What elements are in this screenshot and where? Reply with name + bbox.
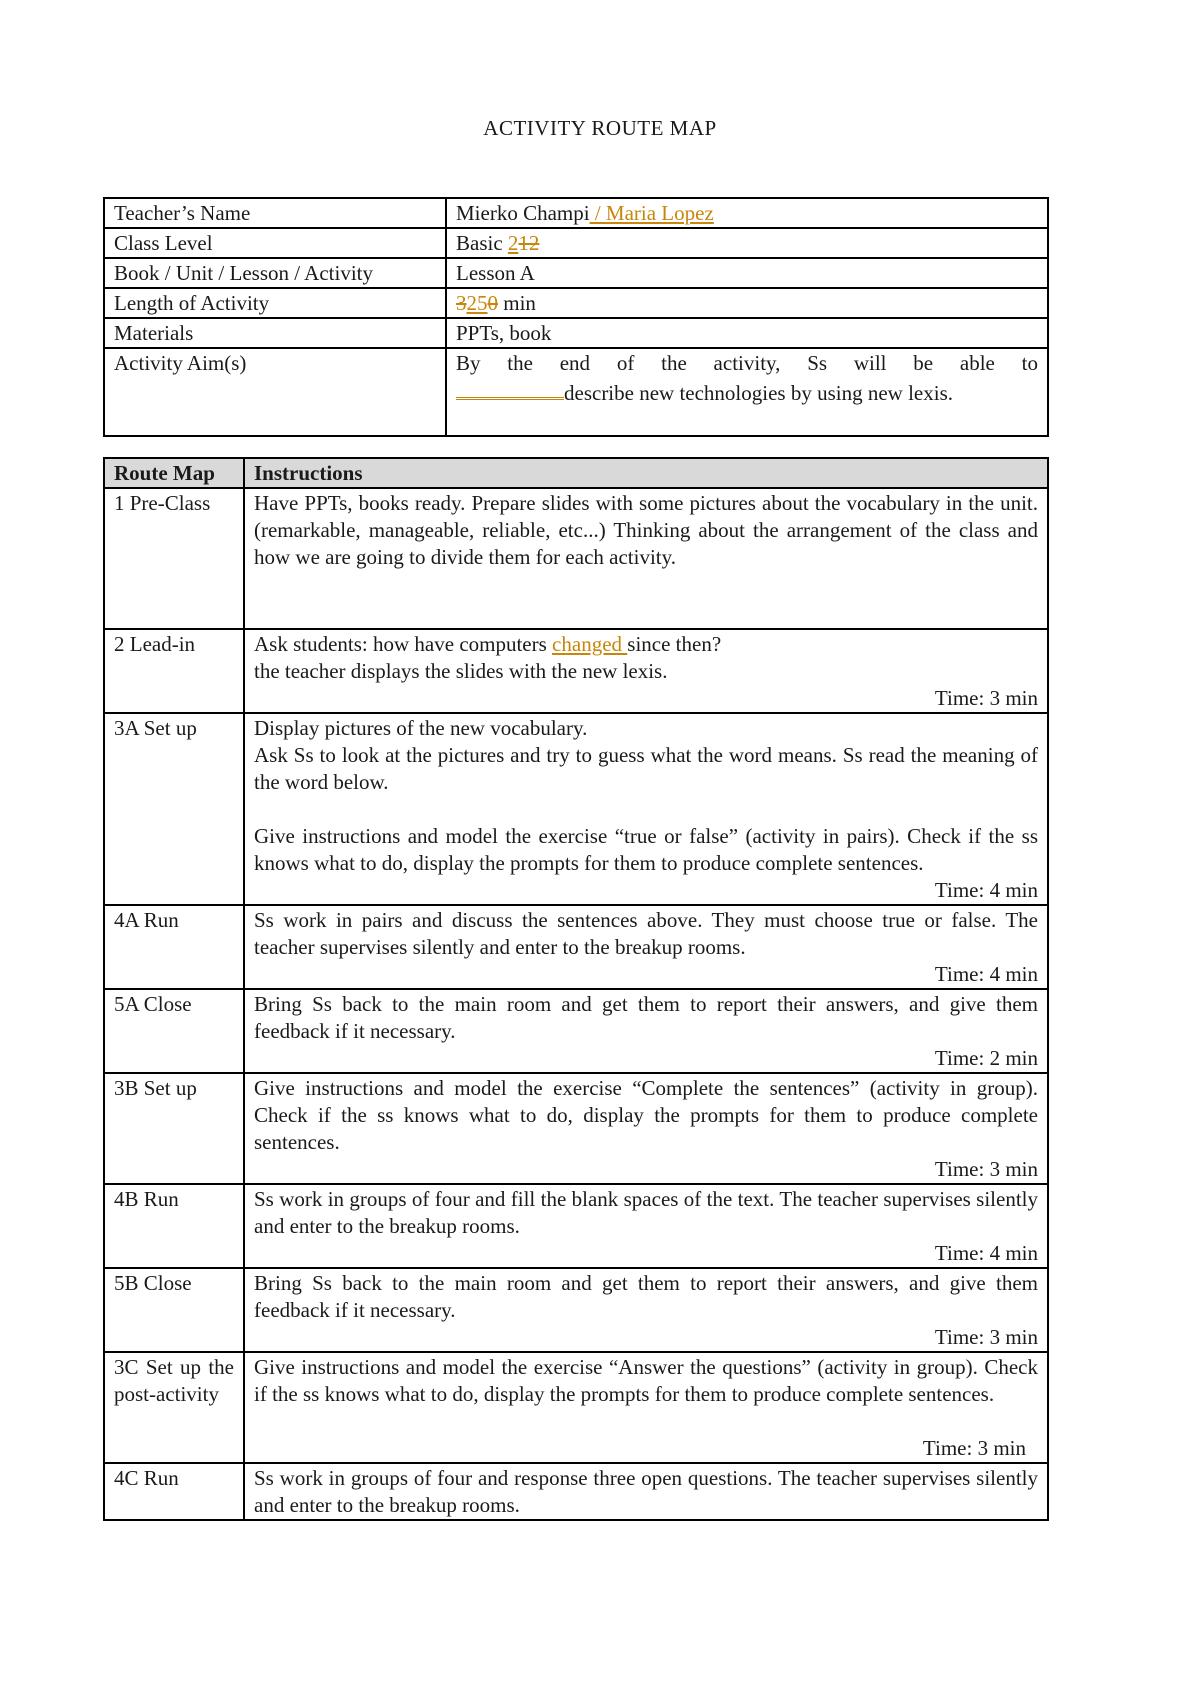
paragraph-gap xyxy=(254,796,1038,823)
length-unit: min xyxy=(498,291,536,315)
lead-in-line-1 xyxy=(254,631,1038,658)
route-time: Time: 4 min xyxy=(934,1241,1038,1265)
set-up-p2: Ask Ss to look at the pictures and try to guess what the word means. Ss read the meaning of the word below. xyxy=(254,743,1038,794)
page-title: ACTIVITY ROUTE MAP xyxy=(483,116,717,140)
route-step: 5B Close xyxy=(104,1268,244,1352)
route-step: 3C Set up the post-activity xyxy=(104,1352,244,1463)
info-row-materials xyxy=(104,318,1048,348)
route-step: 4A Run xyxy=(104,905,244,989)
lead-in-inserted: changed xyxy=(552,632,628,656)
route-step: 3A Set up xyxy=(104,713,244,905)
route-header-step: Route Map xyxy=(104,458,244,488)
route-instructions: Have PPTs, books ready. Prepare slides with some pictures about the vocabulary in the unit. (remarkable, manageable, reliable, etc...) Thinking about the arrangement of the class and how we are going to divide them for each activity. xyxy=(244,488,1048,629)
set-up-p3: Give instructions and model the exercise “true or false” (activity in pairs). Check if the ss knows what to do, display the prompts for them to produce complete sentences. xyxy=(254,824,1038,875)
route-text: Bring Ss back to the main room and get them to report their answers, and give them feedback if it necessary. xyxy=(254,1271,1038,1322)
level-text: Basic xyxy=(456,231,508,255)
info-row-aim xyxy=(104,348,1048,436)
teacher-value xyxy=(446,198,1048,228)
activity-info-table xyxy=(103,197,1049,437)
aim-blank xyxy=(456,377,564,400)
route-text: Bring Ss back to the main room and get them to report their answers, and give them feedback if it necessary. xyxy=(254,992,1038,1043)
route-step: 3B Set up xyxy=(104,1073,244,1184)
route-row-4a-run xyxy=(104,905,1048,989)
route-instructions xyxy=(244,1352,1048,1463)
level-value xyxy=(446,228,1048,258)
length-deleted-2: 0 xyxy=(487,291,498,315)
route-time: Time: 3 min xyxy=(922,1436,1026,1460)
book-value: Lesson A xyxy=(446,258,1048,288)
route-time: Time: 3 min xyxy=(934,1157,1038,1181)
length-inserted: 25 xyxy=(466,291,488,315)
length-label: Length of Activity xyxy=(104,288,446,318)
route-time: Time: 2 min xyxy=(934,1046,1038,1070)
route-row-4b-run xyxy=(104,1184,1048,1268)
route-instructions xyxy=(244,713,1048,905)
route-text: Give instructions and model the exercise “Answer the questions” (activity in group). Check if the ss knows what to do, display the prompts for them to produce complete sentences. xyxy=(254,1355,1038,1406)
route-instructions xyxy=(244,629,1048,713)
route-instructions: Ss work in groups of four and response three open questions. The teacher supervises silently and enter to the breakup rooms. xyxy=(244,1463,1048,1520)
teacher-name: Mierko Champi xyxy=(456,201,590,225)
route-step: 2 Lead-in xyxy=(104,629,244,713)
route-row-3a-set-up xyxy=(104,713,1048,905)
route-instructions xyxy=(244,1184,1048,1268)
route-time: Time: 3 min xyxy=(934,686,1038,710)
level-inserted: 2 xyxy=(507,231,519,255)
route-instructions xyxy=(244,989,1048,1073)
lead-in-text-b: since then? xyxy=(627,632,722,656)
route-map-table xyxy=(103,457,1049,1521)
info-row-level xyxy=(104,228,1048,258)
route-step: 5A Close xyxy=(104,989,244,1073)
info-row-teacher xyxy=(104,198,1048,228)
info-row-length xyxy=(104,288,1048,318)
info-row-book xyxy=(104,258,1048,288)
level-label: Class Level xyxy=(104,228,446,258)
route-time: Time: 4 min xyxy=(934,878,1038,902)
route-row-3b-set-up xyxy=(104,1073,1048,1184)
route-step: 4B Run xyxy=(104,1184,244,1268)
teacher-label: Teacher’s Name xyxy=(104,198,446,228)
route-step: 1 Pre-Class xyxy=(104,488,244,629)
route-text: Ss work in groups of four and fill the blank spaces of the text. The teacher supervises silently and enter to the breakup rooms. xyxy=(254,1187,1038,1238)
route-text: Give instructions and model the exercise “Complete the sentences” (activity in group). Check if the ss knows what to do, display the prompts for them to produce complete sentences. xyxy=(254,1076,1038,1154)
level-deleted: 12 xyxy=(518,231,540,255)
route-row-4c-run xyxy=(104,1463,1048,1520)
route-text: Ss work in pairs and discuss the sentences above. They must choose true or false. The teacher supervises silently and enter to the breakup rooms. xyxy=(254,908,1038,959)
route-row-3c-set-up xyxy=(104,1352,1048,1463)
route-step: 4C Run xyxy=(104,1463,244,1520)
aim-line-2-text: describe new technologies by using new lexis. xyxy=(564,381,953,405)
aim-value xyxy=(446,348,1048,436)
route-instructions xyxy=(244,1073,1048,1184)
teacher-added-name: / Maria Lopez xyxy=(589,201,714,225)
set-up-p1: Display pictures of the new vocabulary. xyxy=(254,716,588,740)
book-label: Book / Unit / Lesson / Activity xyxy=(104,258,446,288)
paragraph-gap xyxy=(254,1408,1038,1435)
lead-in-text-a: Ask students: how have computers xyxy=(254,632,553,656)
route-instructions xyxy=(244,1268,1048,1352)
route-header-row xyxy=(104,458,1048,488)
length-deleted-1: 3 xyxy=(456,291,467,315)
aim-line-1: By the end of the activity, Ss will be able to xyxy=(456,351,1038,375)
aim-line-2 xyxy=(456,377,1038,407)
aim-label: Activity Aim(s) xyxy=(104,348,446,436)
route-row-5b-close xyxy=(104,1268,1048,1352)
length-value xyxy=(446,288,1048,318)
materials-value: PPTs, book xyxy=(446,318,1048,348)
route-instructions xyxy=(244,905,1048,989)
materials-label: Materials xyxy=(104,318,446,348)
route-time: Time: 3 min xyxy=(934,1325,1038,1349)
route-row-pre-class xyxy=(104,488,1048,629)
route-header-instructions: Instructions xyxy=(244,458,1048,488)
route-row-5a-close xyxy=(104,989,1048,1073)
route-row-lead-in xyxy=(104,629,1048,713)
route-time: Time: 4 min xyxy=(934,962,1038,986)
lead-in-line-2: the teacher displays the slides with the new lexis. xyxy=(254,659,668,683)
